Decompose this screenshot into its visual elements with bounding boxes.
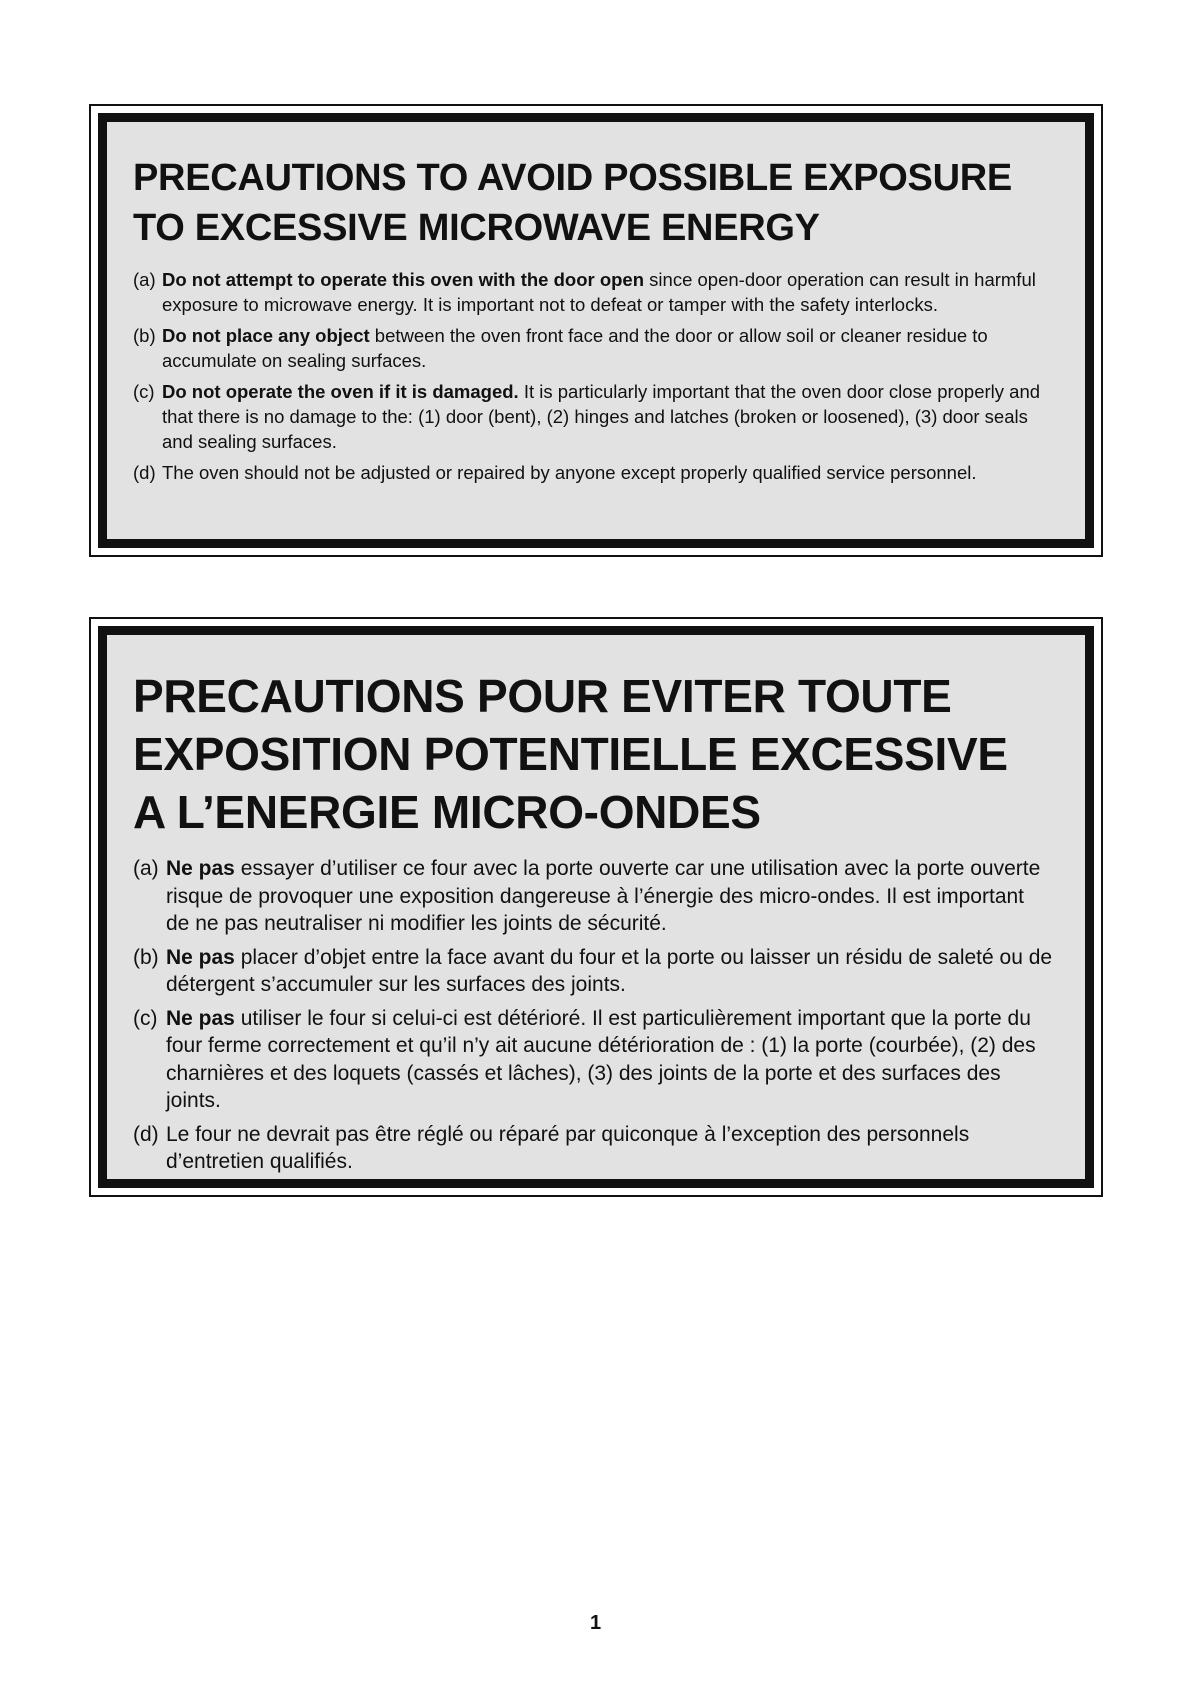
english-item-a [133,267,1053,317]
english-item-b [133,323,1053,373]
english-warning-panel [98,113,1094,548]
french-warning-title [133,635,1053,841]
page-number: 1 [589,1612,602,1634]
item-text: Le four ne devrait pas être réglé ou réparé par quiconque à l’exception des personnels d’entretien qualifiés. [166,1122,970,1173]
french-item-b [133,944,1053,999]
item-text: utiliser le four si celui-ci est détérioré. Il est particulièrement important que la porte du four ferme correctement et qu’il n’y ait aucune détérioration de : (1) la porte (courbée), (2) des charnières et des loquets (cassés et lâches), (3) des joints de la porte et des surfaces des joints. [166,1006,1036,1112]
english-title-line-1: PRECAUTIONS TO AVOID POSSIBLE EXPOSURE [133,157,1012,199]
item-bold-text: Ne pas [166,1006,235,1030]
item-text: since open-door operation can result in harmful exposure to microwave energy. It is important not to defeat or tamper with the safety interlocks. [162,269,1036,315]
item-label: (b) [133,945,159,969]
english-title-line-2: TO EXCESSIVE MICROWAVE ENERGY [133,207,820,249]
french-warning-panel [98,626,1094,1188]
item-bold-text: Ne pas [166,857,235,880]
english-item-c [133,379,1053,454]
item-bold-text: Do not place any object [162,325,370,346]
item-label: (c) [133,381,155,402]
item-label: (a) [133,857,159,880]
item-label: (d) [133,1122,159,1146]
english-item-d [133,460,1053,485]
french-warning-box [89,617,1103,1197]
french-title-line-3: A L’ENERGIE MICRO-ONDES [133,786,761,838]
item-text: between the oven front face and the door or allow soil or cleaner residue to accumulate on sealing surfaces. [162,325,988,371]
english-warning-title [133,122,1053,253]
item-bold-text: Do not attempt to operate this oven with the door open [162,269,645,290]
item-label: (d) [133,462,156,483]
french-item-a [133,855,1053,938]
english-warning-box [89,104,1103,557]
item-text: The oven should not be adjusted or repaired by anyone except properly qualified service personnel. [162,462,977,483]
french-title-line-1: PRECAUTIONS POUR EVITER TOUTE [133,670,952,722]
item-text: essayer d’utiliser ce four avec la porte ouverte car une utilisation avec la porte ouverte risque de provoquer une exposition dangereuse à l’énergie des micro-ondes. Il est important de ne pas neutraliser ni modifier les joints de sécurité. [166,857,1041,935]
item-label: (b) [133,325,156,346]
item-text: placer d’objet entre la face avant du four et la porte ou laisser un résidu de saleté ou de détergent s’accumuler sur les surfaces des joints. [166,945,1053,996]
item-bold-text: Ne pas [166,945,235,969]
french-title-line-2: EXPOSITION POTENTIELLE EXCESSIVE [133,728,1008,780]
item-label: (a) [133,269,156,290]
item-text: It is particularly important that the oven door close properly and that there is no damage to the: (1) door (bent), (2) hinges and latches (broken or loosened), (3) door seals and sealing surfaces. [162,381,1041,452]
item-bold-text: Do not operate the oven if it is damaged. [162,381,519,402]
item-label: (c) [133,1006,158,1030]
french-item-c [133,1005,1053,1115]
french-item-d [133,1121,1053,1176]
